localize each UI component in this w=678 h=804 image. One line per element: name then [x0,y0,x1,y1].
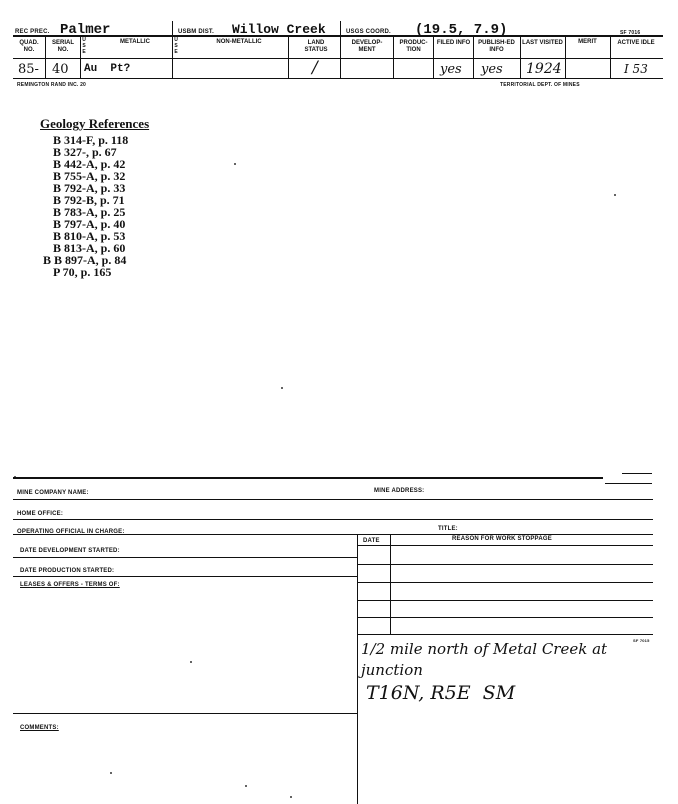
col-merit: MERIT [578,39,597,45]
scan-speck [245,785,247,787]
form-number-2: SF 7015 [633,638,650,643]
footer-left: REMINGTON RAND INC. 20 [17,82,87,88]
col-metallic: METALLIC [120,39,150,45]
home-office-label: HOME OFFICE: [17,511,64,517]
divider [13,713,357,714]
scan-speck [290,796,292,798]
row-land-status: / [312,58,318,78]
divider [433,35,434,78]
comments-label: COMMENTS: [20,725,59,731]
divider [172,21,173,35]
date-prod-started-label: DATE PRODUCTION STARTED: [20,568,115,574]
col-use-2: U S E [174,37,178,55]
ref-item: B 792-A, p. 33 [53,181,126,195]
ref-item: B B 897-A, p. 84 [43,253,127,267]
geology-title: Geology References [40,116,150,131]
divider [357,564,653,565]
col-quad-no: QUAD. NO. [19,40,39,53]
usbm-dist-value: Willow Creek [232,22,326,37]
ref-item: B 314-F, p. 118 [53,133,129,147]
divider [357,600,653,601]
col-last-visited: LAST VISITED [522,40,563,46]
form-top-line [13,477,603,479]
ref-item: B 442-A, p. 42 [53,157,126,171]
note-line-2: junction [361,661,423,679]
usgs-coord-label: USGS COORD. [346,29,391,35]
col-development: DEVELOP-MENT [351,40,383,53]
col-non-metallic: NON-METALLIC [216,39,262,45]
rec-prec-value: Palmer [60,22,111,38]
divider [13,557,357,558]
ref-item: B 813-A, p. 60 [53,241,126,255]
footer-right: TERRITORIAL DEPT. OF MINES [500,82,580,88]
ref-item: B 783-A, p. 25 [53,205,126,219]
date-col-header: DATE [363,538,380,544]
form-top-line-right [605,483,652,484]
row-filed-info: yes [440,62,462,77]
ref-item: B 792-B, p. 71 [53,193,125,207]
header-line-bottom [13,78,663,79]
ref-item: B 755-A, p. 32 [53,169,126,183]
usgs-coord-value: (19.5, 7.9) [415,22,508,38]
row-quad-no: 85- [18,62,39,77]
scan-speck [281,387,283,389]
divider [13,576,357,577]
col-use-1: U S E [82,37,86,55]
col-filed-info: FILED INFO [436,40,471,46]
rec-prec-label: REC PREC. [15,29,50,35]
operating-official-label: OPERATING OFFICIAL IN CHARGE: [17,529,125,535]
divider [393,35,394,78]
row-serial-no: 40 [52,62,69,77]
form-number: SF 7016 [620,30,641,36]
divider [565,35,566,78]
divider [357,617,653,618]
divider [357,545,653,546]
note-line-3: T16N, R5E SM [366,682,516,704]
scan-speck [614,194,616,196]
row-last-visited: 1924 [526,61,562,77]
scan-speck [234,163,236,165]
leases-label: LEASES & OFFERS - TERMS OF: [20,582,120,588]
divider [357,634,653,635]
ref-item: P 70, p. 165 [53,265,112,279]
scan-speck [110,772,112,774]
row-metallic: Au Pt? [84,63,131,75]
divider [340,35,341,78]
divider [13,519,653,520]
divider [13,499,653,500]
col-active-idle: ACTIVE IDLE [617,40,655,46]
divider [13,534,653,535]
col-serial-no: SERIAL NO. [51,40,74,53]
divider [357,582,653,583]
note-line-1: 1/2 mile north of Metal Creek at [361,640,608,658]
usbm-dist-label: USBM DIST. [178,29,215,35]
scan-speck [190,661,192,663]
divider [610,35,611,78]
reason-col-header: REASON FOR WORK STOPPAGE [452,536,552,542]
mine-address-label: MINE ADDRESS: [374,488,425,494]
date-col-border [390,534,391,634]
divider [473,35,474,78]
ref-item: B 327-, p. 67 [53,145,117,159]
divider [340,21,341,35]
col-published-info: PUBLISH-ED INFO [478,40,515,53]
ref-item: B 810-A, p. 53 [53,229,126,243]
col-land-status: LAND STATUS [304,40,328,53]
col-production: PRODUC-TION [399,40,428,53]
title-label: TITLE: [438,526,458,532]
row-active-idle: I 53 [624,62,648,76]
row-published-info: yes [481,62,503,77]
divider [288,35,289,78]
mine-company-name-label: MINE COMPANY NAME: [17,490,89,496]
date-dev-started-label: DATE DEVELOPMENT STARTED: [20,548,120,554]
right-table-border [357,534,358,804]
form-top-line-right [622,473,652,474]
ref-item: B 797-A, p. 40 [53,217,126,231]
divider [520,35,521,78]
